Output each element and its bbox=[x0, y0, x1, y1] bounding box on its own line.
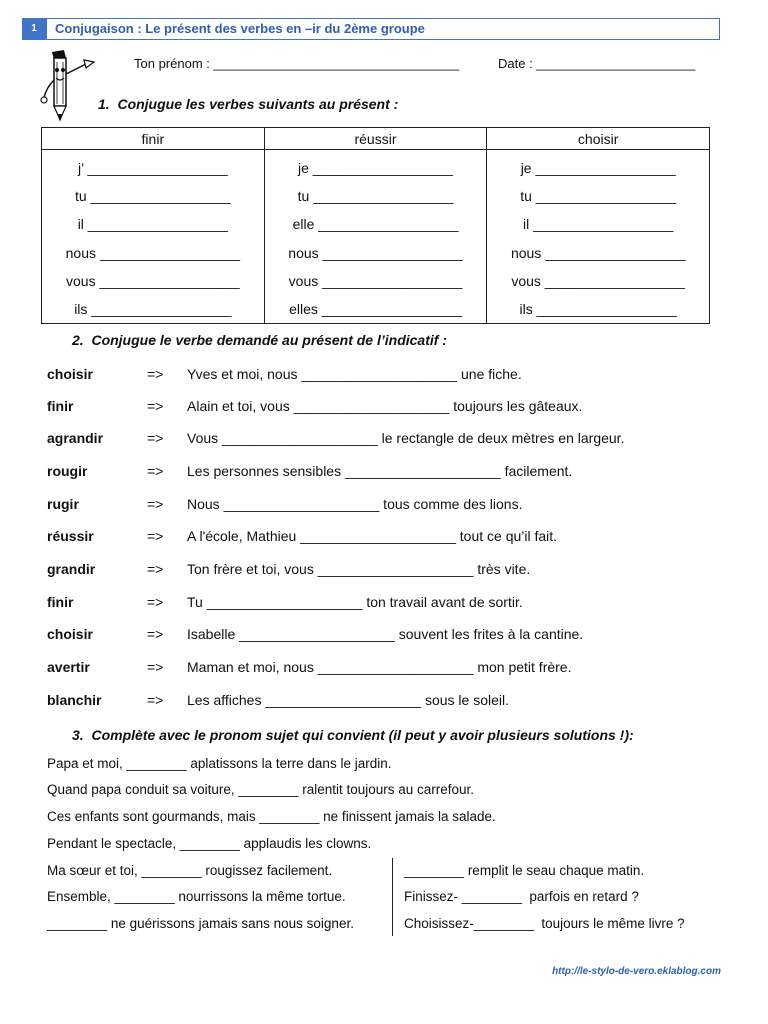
conj-blank[interactable]: ils __________________ bbox=[519, 300, 677, 317]
pronoun-exercise-line-right[interactable]: Choisissez-________ toujours le même livre ? bbox=[404, 916, 685, 931]
verb-label: agrandir bbox=[47, 430, 104, 446]
exercise-sentence[interactable]: Nous ____________________ tous comme des lions. bbox=[187, 496, 523, 512]
exercise-row bbox=[47, 659, 747, 681]
pronoun-exercise-line-left[interactable]: ________ ne guérissons jamais sans nous soigner. bbox=[47, 916, 354, 931]
footer-url-link[interactable]: http://le-stylo-de-vero.eklablog.com bbox=[552, 966, 721, 977]
arrow-label: => bbox=[147, 366, 164, 382]
pronoun-exercise-line[interactable]: Pendant le spectacle, ________ applaudis les clowns. bbox=[47, 836, 372, 851]
verb-label: rougir bbox=[47, 463, 88, 479]
exercise-sentence[interactable]: Les affiches ____________________ sous le soleil. bbox=[187, 692, 509, 708]
verb-label: finir bbox=[47, 594, 74, 610]
conj-blank[interactable]: vous __________________ bbox=[288, 272, 463, 289]
pencil-mascot-icon bbox=[38, 44, 98, 130]
section1-title: 1. Conjugue les verbes suivants au présent : bbox=[98, 96, 399, 112]
exercise-row bbox=[47, 366, 747, 388]
verb-label: blanchir bbox=[47, 692, 102, 708]
conj-blank[interactable]: vous __________________ bbox=[511, 272, 685, 289]
exercise-sentence[interactable]: Yves et moi, nous ____________________ une fiche. bbox=[187, 366, 522, 382]
pronoun-exercise-line[interactable]: Papa et moi, ________ aplatissons la terre dans le jardin. bbox=[47, 756, 392, 771]
arrow-label: => bbox=[147, 626, 164, 642]
conj-blank[interactable]: nous __________________ bbox=[510, 244, 686, 261]
exercise-sentence[interactable]: Tu ____________________ ton travail avant de sortir. bbox=[187, 594, 523, 610]
column-finir bbox=[42, 150, 265, 324]
conj-blank[interactable]: elle __________________ bbox=[292, 216, 459, 233]
section3-title: 3. Complète avec le pronom sujet qui convient (il peut y avoir plusieurs solutions !): bbox=[72, 727, 634, 743]
conj-blank[interactable]: il __________________ bbox=[77, 216, 228, 233]
conj-blank[interactable]: j’ __________________ bbox=[77, 160, 228, 176]
conj-blank[interactable]: tu __________________ bbox=[520, 188, 677, 205]
conj-blank[interactable]: nous __________________ bbox=[65, 244, 241, 261]
arrow-label: => bbox=[147, 528, 164, 544]
page-title: Conjugaison : Le présent des verbes en –ir du 2ème groupe bbox=[46, 18, 720, 40]
conj-blank[interactable]: je __________________ bbox=[520, 160, 676, 176]
conj-blank[interactable]: il __________________ bbox=[523, 216, 674, 233]
verb-label: finir bbox=[47, 398, 74, 414]
arrow-label: => bbox=[147, 659, 164, 675]
conj-blank[interactable]: ils __________________ bbox=[74, 300, 232, 317]
conj-blank[interactable]: tu __________________ bbox=[74, 188, 231, 205]
exercise-row bbox=[47, 398, 747, 420]
column-header-finir: finir bbox=[42, 128, 265, 150]
arrow-label: => bbox=[147, 692, 164, 708]
arrow-label: => bbox=[147, 496, 164, 512]
exercise-sentence[interactable]: A l'école, Mathieu ____________________ tout ce qu’il fait. bbox=[187, 528, 558, 544]
column-choisir bbox=[487, 150, 710, 324]
date-field[interactable]: Date : ______________________ bbox=[498, 56, 696, 71]
exercise-row bbox=[47, 626, 747, 648]
verb-label: réussir bbox=[47, 528, 94, 544]
column-header-choisir: choisir bbox=[487, 128, 710, 150]
conj-blank[interactable]: nous __________________ bbox=[288, 244, 463, 261]
exercise-sentence[interactable]: Vous ____________________ le rectangle de deux mètres en largeur. bbox=[187, 430, 625, 446]
conj-blank[interactable]: je __________________ bbox=[298, 160, 453, 176]
pronoun-exercise-line[interactable]: Ces enfants sont gourmands, mais ________ ne finissent jamais la salade. bbox=[47, 809, 496, 824]
section2-title: 2. Conjugue le verbe demandé au présent de l’indicatif : bbox=[72, 332, 447, 348]
exercise-row bbox=[47, 430, 747, 452]
pronoun-exercise-line-left[interactable]: Ma sœur et toi, ________ rougissez facilement. bbox=[47, 863, 333, 878]
exercise-sentence[interactable]: Alain et toi, vous ____________________ toujours les gâteaux. bbox=[187, 398, 583, 414]
column-reussir bbox=[264, 150, 487, 324]
page-number: 1 bbox=[22, 18, 46, 40]
arrow-label: => bbox=[147, 463, 164, 479]
arrow-label: => bbox=[147, 430, 164, 446]
first-name-field[interactable]: Ton prénom : __________________________________ bbox=[134, 56, 460, 71]
verb-label: choisir bbox=[47, 366, 93, 382]
arrow-label: => bbox=[147, 561, 164, 577]
conj-blank[interactable]: elles __________________ bbox=[289, 300, 462, 317]
exercise-row bbox=[47, 496, 747, 518]
pronoun-exercise-line-right[interactable]: Finissez- ________ parfois en retard ? bbox=[404, 889, 639, 904]
pronoun-exercise-line-right[interactable]: ________ remplit le seau chaque matin. bbox=[404, 863, 645, 878]
exercise-sentence[interactable]: Isabelle ____________________ souvent les frites à la cantine. bbox=[187, 626, 584, 642]
conj-blank[interactable]: tu __________________ bbox=[297, 188, 454, 205]
column-header-reussir: réussir bbox=[264, 128, 487, 150]
exercise-row bbox=[47, 561, 747, 583]
verb-label: choisir bbox=[47, 626, 93, 642]
header-bar bbox=[22, 18, 720, 40]
verb-label: avertir bbox=[47, 659, 90, 675]
pronoun-exercise-line-left[interactable]: Ensemble, ________ nourrissons la même tortue. bbox=[47, 889, 346, 904]
pronoun-exercise-line[interactable]: Quand papa conduit sa voiture, ________ ralentit toujours au carrefour. bbox=[47, 782, 475, 797]
exercise-row bbox=[47, 463, 747, 485]
exercise-row bbox=[47, 594, 747, 616]
column-divider bbox=[392, 858, 393, 936]
conjugation-table bbox=[41, 127, 710, 324]
arrow-label: => bbox=[147, 398, 164, 414]
conj-blank[interactable]: vous __________________ bbox=[66, 272, 240, 289]
verb-label: grandir bbox=[47, 561, 96, 577]
arrow-label: => bbox=[147, 594, 164, 610]
exercise-sentence[interactable]: Les personnes sensibles ____________________ facilement. bbox=[187, 463, 573, 479]
exercise-row bbox=[47, 692, 747, 714]
exercise-row bbox=[47, 528, 747, 550]
verb-label: rugir bbox=[47, 496, 79, 512]
exercise-sentence[interactable]: Ton frère et toi, vous ____________________ très vite. bbox=[187, 561, 531, 577]
exercise-sentence[interactable]: Maman et moi, nous ____________________ mon petit frère. bbox=[187, 659, 572, 675]
